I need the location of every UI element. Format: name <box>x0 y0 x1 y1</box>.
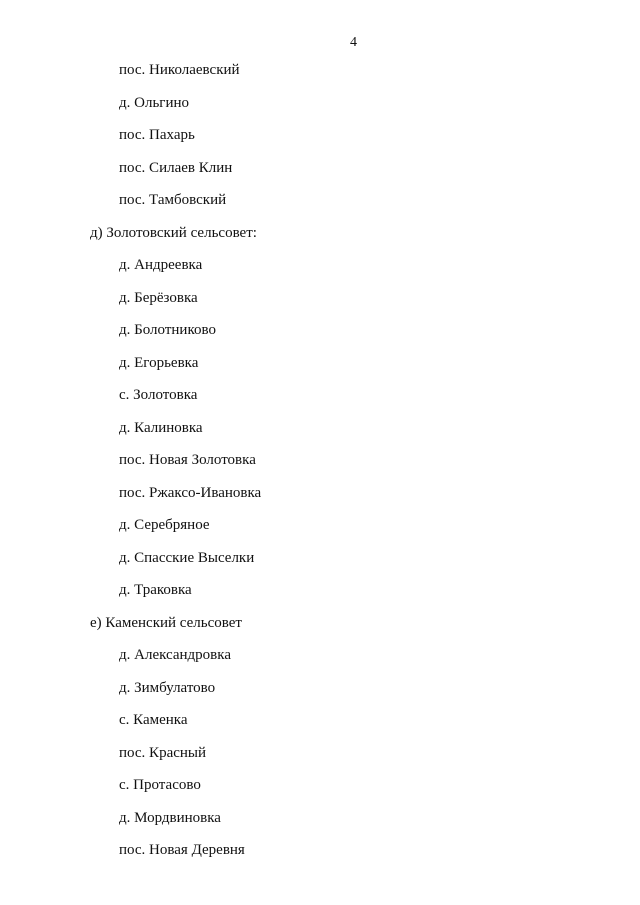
list-item: пос. Силаев Клин <box>119 159 233 176</box>
list-item: с. Протасово <box>119 777 201 793</box>
list-item: с. Каменка <box>119 712 188 728</box>
section-heading: е) Каменский сельсовет <box>90 614 242 631</box>
list-item: д. Мордвиновка <box>119 809 221 826</box>
list-item: д. Траковка <box>119 582 192 598</box>
section-heading: д) Золотовский сельсовет: <box>90 224 257 241</box>
list-item: пос. Ржаксо-Ивановка <box>119 484 262 501</box>
list-item: д. Болотниково <box>119 322 216 338</box>
list-item: д. Андреевка <box>119 257 203 273</box>
list-item: пос. Николаевский <box>119 62 240 78</box>
list-item: пос. Тамбовский <box>119 192 227 208</box>
list-item: д. Спасские Выселки <box>119 549 255 566</box>
list-item: пос. Красный <box>119 744 207 761</box>
list-item: пос. Новая Золотовка <box>119 452 256 468</box>
settlement-list <box>0 59 640 872</box>
list-item: д. Калиновка <box>119 419 203 436</box>
list-item: д. Александровка <box>119 647 231 663</box>
list-item: д. Егорьевка <box>119 354 199 371</box>
list-item: д. Ольгино <box>119 94 189 111</box>
page-number: 4 <box>350 35 357 50</box>
list-item: д. Серебряное <box>119 517 210 533</box>
list-item: с. Золотовка <box>119 387 198 403</box>
list-item: д. Зимбулатово <box>119 679 216 696</box>
list-item: пос. Пахарь <box>119 127 195 143</box>
list-item: д. Берёзовка <box>119 289 198 306</box>
list-item: пос. Новая Деревня <box>119 842 245 858</box>
